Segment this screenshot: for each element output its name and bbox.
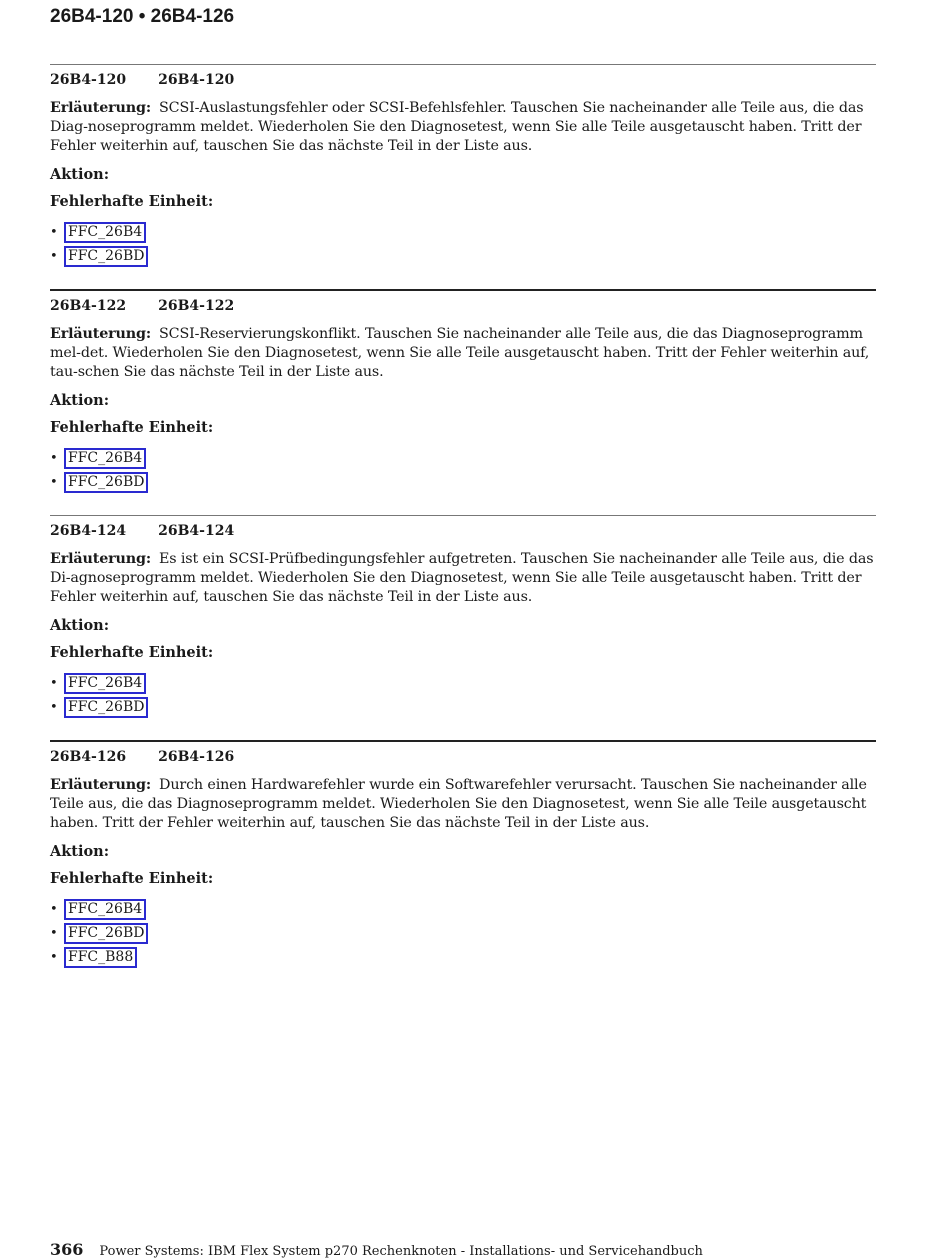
list-item bbox=[50, 921, 876, 945]
ffc-link[interactable]: FFC_26BD bbox=[64, 472, 148, 493]
explanation-label: Erläuterung: bbox=[50, 551, 152, 567]
action-label: Aktion: bbox=[50, 392, 110, 409]
bullet-icon: • bbox=[50, 675, 58, 691]
failing-unit-label: Fehlerhafte Einheit: bbox=[50, 644, 214, 661]
error-code-repeat: 26B4-126 bbox=[158, 749, 235, 765]
ffc-link[interactable]: FFC_26B4 bbox=[64, 448, 146, 469]
bullet-icon: • bbox=[50, 248, 58, 264]
error-code-repeat: 26B4-122 bbox=[158, 298, 235, 314]
explanation bbox=[50, 776, 876, 833]
explanation-label: Erläuterung: bbox=[50, 777, 152, 793]
list-item bbox=[50, 695, 876, 719]
error-code: 26B4-120 bbox=[50, 72, 127, 88]
ffc-link[interactable]: FFC_26B4 bbox=[64, 222, 146, 243]
failing-unit-label: Fehlerhafte Einheit: bbox=[50, 193, 214, 210]
action-label: Aktion: bbox=[50, 166, 110, 183]
error-code: 26B4-122 bbox=[50, 298, 127, 314]
bullet-icon: • bbox=[50, 901, 58, 917]
ffc-link[interactable]: FFC_26B4 bbox=[64, 899, 146, 920]
failing-unit-label: Fehlerhafte Einheit: bbox=[50, 870, 214, 887]
error-entry-26b4-124 bbox=[50, 515, 876, 719]
ffc-link[interactable]: FFC_26B4 bbox=[64, 673, 146, 694]
explanation-text: Durch einen Hardwarefehler wurde ein Softwarefehler verursacht. Tauschen Sie nacheinander alle Teile aus, die das Diagnoseprogramm meldet. Wiederholen Sie den Diagnosetest, wenn Sie alle Teile ausgetauscht haben. Tritt der Fehler weiterhin auf, tauschen Sie das nächste Teil in der Liste aus. bbox=[50, 777, 867, 831]
failing-unit-list bbox=[50, 220, 876, 268]
entry-heading bbox=[50, 72, 876, 88]
explanation bbox=[50, 325, 876, 382]
ffc-link[interactable]: FFC_26BD bbox=[64, 923, 148, 944]
bullet-icon: • bbox=[50, 224, 58, 240]
bullet-icon: • bbox=[50, 699, 58, 715]
page-footer bbox=[50, 1240, 703, 1259]
explanation-text: SCSI-Reservierungskonflikt. Tauschen Sie nacheinander alle Teile aus, die das Diagnoseprogramm mel-det. Wiederholen Sie den Diagnosetest, wenn Sie alle Teile ausgetauscht haben. Tritt der Fehler weiterhin auf, tau-schen Sie das nächste Teil in der Liste aus. bbox=[50, 326, 870, 380]
error-code: 26B4-126 bbox=[50, 749, 127, 765]
bullet-icon: • bbox=[50, 450, 58, 466]
failing-unit-label: Fehlerhafte Einheit: bbox=[50, 419, 214, 436]
footer-text: Power Systems: IBM Flex System p270 Rechenknoten - Installations- und Servicehandbuch bbox=[99, 1244, 703, 1259]
list-item bbox=[50, 470, 876, 494]
page-number: 366 bbox=[50, 1240, 84, 1259]
bullet-icon: • bbox=[50, 474, 58, 490]
entry-heading bbox=[50, 749, 876, 765]
list-item bbox=[50, 945, 876, 969]
list-item bbox=[50, 220, 876, 244]
action-label: Aktion: bbox=[50, 617, 110, 634]
failing-unit-list bbox=[50, 671, 876, 719]
error-code: 26B4-124 bbox=[50, 523, 127, 539]
explanation bbox=[50, 550, 876, 607]
explanation-label: Erläuterung: bbox=[50, 326, 152, 342]
explanation-label: Erläuterung: bbox=[50, 100, 152, 116]
bullet-icon: • bbox=[50, 925, 58, 941]
list-item bbox=[50, 897, 876, 921]
entry-heading bbox=[50, 523, 876, 539]
error-entry-26b4-126 bbox=[50, 740, 876, 969]
failing-unit-list bbox=[50, 897, 876, 969]
entry-heading bbox=[50, 298, 876, 314]
ffc-link[interactable]: FFC_B88 bbox=[64, 947, 137, 968]
list-item bbox=[50, 671, 876, 695]
explanation-text: SCSI-Auslastungsfehler oder SCSI-Befehlsfehler. Tauschen Sie nacheinander alle Teile aus, die das Diag-noseprogramm meldet. Wiederholen Sie den Diagnosetest, wenn Sie alle Teile ausgetauscht haben. Tritt der Fehler weiterhin auf, tauschen Sie das nächste Teil in der Liste aus. bbox=[50, 100, 864, 154]
running-head: 26B4-120 • 26B4-126 bbox=[50, 6, 235, 27]
explanation bbox=[50, 99, 876, 156]
error-entry-26b4-120 bbox=[50, 64, 876, 268]
list-item bbox=[50, 446, 876, 470]
ffc-link[interactable]: FFC_26BD bbox=[64, 697, 148, 718]
list-item bbox=[50, 244, 876, 268]
explanation-text: Es ist ein SCSI-Prüfbedingungsfehler aufgetreten. Tauschen Sie nacheinander alle Teile aus, die das Di-agnoseprogramm meldet. Wiederholen Sie den Diagnosetest, wenn Sie alle Teile ausgetauscht haben. Tritt der Fehler weiterhin auf, tauschen Sie das nächste Teil in der Liste aus. bbox=[50, 551, 874, 605]
failing-unit-list bbox=[50, 446, 876, 494]
error-code-repeat: 26B4-124 bbox=[158, 523, 235, 539]
action-label: Aktion: bbox=[50, 843, 110, 860]
error-code-repeat: 26B4-120 bbox=[158, 72, 235, 88]
ffc-link[interactable]: FFC_26BD bbox=[64, 246, 148, 267]
error-entry-26b4-122 bbox=[50, 289, 876, 494]
bullet-icon: • bbox=[50, 949, 58, 965]
document-body bbox=[50, 64, 876, 990]
